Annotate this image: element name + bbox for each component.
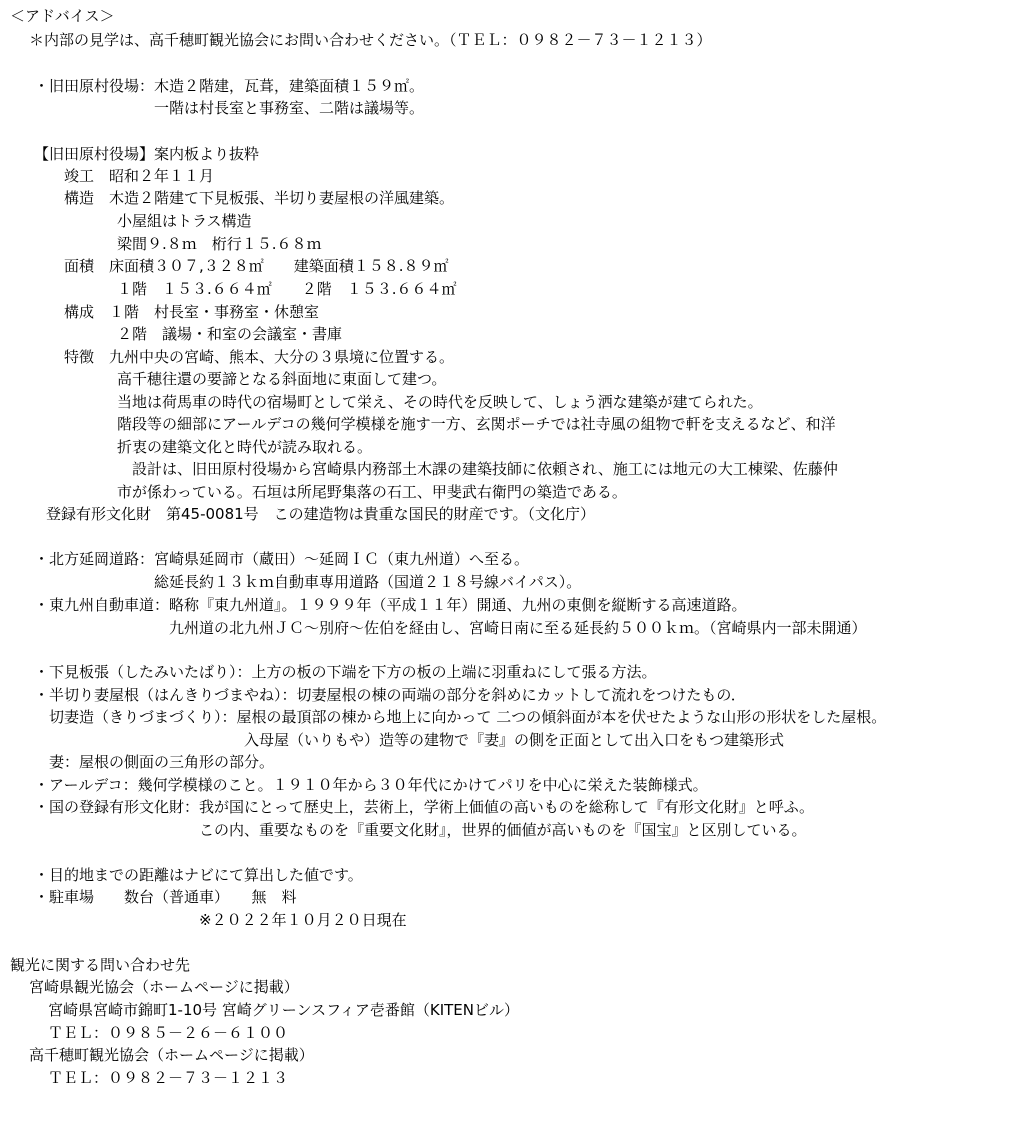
takachiho-tourism-tel: ＴＥＬ：０９８２－７３－１２１３ bbox=[48, 1069, 289, 1087]
bullet-higashi-kyushu-expressway: ・東九州自動車道：略称『東九州道』。１９９９年（平成１１年）開通、九州の東側を縦断する高速道路。 bbox=[34, 596, 747, 614]
bullet-registered-cultural-property-cont: この内、重要なものを『重要文化財』，世界的価値が高いものを『国宝』と区別している。 bbox=[34, 821, 807, 839]
bullet-distance-note: ・目的地までの距離はナビにて算出した値です。 bbox=[34, 866, 363, 884]
composition-line-1: 構成 １階 村長室・事務室・休憩室 bbox=[64, 303, 320, 321]
info-board-heading: 【旧田原村役場】案内板より抜粋 bbox=[34, 145, 260, 163]
tourism-inquiries-heading: 観光に関する問い合わせ先 bbox=[10, 956, 191, 974]
as-of-date: ※２０２２年１０月２０日現在 bbox=[34, 911, 407, 929]
features-line-3: 当地は荷馬車の時代の宿場町として栄え、その時代を反映して、しょう洒な建築が建てられた。 bbox=[117, 393, 763, 411]
miyazaki-tourism-association: 宮崎県観光協会（ホームページに掲載） bbox=[29, 978, 299, 996]
bullet-old-tabaru-office: ・旧田原村役場：木造２階建，瓦葺，建築面積１５９㎡。 bbox=[34, 77, 425, 95]
features-line-6: 設計は、旧田原村役場から宮崎県内務部土木課の建築技師に依頼され、施工には地元の大工棟梁、佐藤仲 bbox=[117, 460, 838, 478]
bullet-hankirizuma-yane: ・半切り妻屋根（はんきりづまやね）：切妻屋根の棟の両端の部分を斜めにカットして流れをつけたもの． bbox=[34, 686, 746, 704]
bullet-registered-cultural-property: ・国の登録有形文化財：我が国にとって歴史上，芸術上，学術上価値の高いものを総称して『有形文化財』と呼ふ。 bbox=[34, 798, 815, 816]
structure-line: 構造 木造２階建て下見板張、半切り妻屋根の洋風建築。 bbox=[64, 189, 455, 207]
bullet-parking: ・駐車場 数台（普通車） 無 料 bbox=[34, 888, 297, 906]
miyazaki-tourism-tel: ＴＥＬ：０９８５－２６－６１００ bbox=[48, 1024, 289, 1042]
takachiho-tourism-association: 高千穂町観光協会（ホームページに掲載） bbox=[29, 1046, 314, 1064]
tsuma-line: 妻：屋根の側面の三角形の部分。 bbox=[34, 753, 275, 771]
bullet-art-deco: ・アールデコ：幾何学模様のこと。１９１０年から３０年代にかけてパリを中心に栄えた装飾様式。 bbox=[34, 776, 708, 794]
registration-line: 登録有形文化財 第45-0081号 この建造物は貴重な国民的財産です。（文化庁） bbox=[46, 505, 595, 523]
features-line-5: 折衷の建築文化と時代が読み取れる。 bbox=[117, 438, 373, 456]
visit-inquiry-note: ＊内部の見学は、高千穂町観光協会にお問い合わせください。（ＴＥＬ：０９８２－７３－１２１３） bbox=[14, 31, 712, 49]
features-line-2: 高千穂往還の要諦となる斜面地に東面して建つ。 bbox=[117, 370, 447, 388]
bullet-higashi-kyushu-expressway-cont: 九州道の北九州ＪＣ～別府～佐伯を経由し、宮崎日南に至る延長約５００ｋｍ。（宮崎県内一部未開通） bbox=[34, 619, 867, 637]
features-line-1: 特徴 九州中央の宮崎、熊本、大分の３県境に位置する。 bbox=[64, 348, 455, 366]
features-line-4: 階段等の細部にアールデコの幾何学模様を施す一方、玄関ポーチでは社寺風の組物で軒を支えるなど、和洋 bbox=[117, 415, 836, 433]
kirizuma-zukuri-line: 切妻造（きりづまづくり）：屋根の最頂部の棟から地上に向かって 二つの傾斜面が本を伏せたような山形の形状をした屋根。 bbox=[34, 708, 887, 726]
bullet-kitakata-nobeoka-road-cont: 総延長約１３ｋｍ自動車専用道路（国道２１８号線バイパス）。 bbox=[34, 573, 582, 591]
bullet-shitamiitabari: ・下見板張（したみいたばり）：上方の板の下端を下方の板の上端に羽重ねにして張る方法。 bbox=[34, 663, 657, 681]
completion-line: 竣工 昭和２年１１月 bbox=[64, 167, 215, 185]
area-line: 面積 床面積３０７,３２８㎡ 建築面積１５８.８９㎡ bbox=[64, 257, 449, 275]
bullet-old-tabaru-office-cont: 一階は村長室と事務室、二階は議場等。 bbox=[34, 99, 425, 117]
features-line-7: 市が係わっている。石垣は所尾野集落の石工、甲斐武右衛門の築造である。 bbox=[117, 483, 627, 501]
miyazaki-tourism-address: 宮崎県宮崎市錦町1-10号 宮崎グリーンスフィア壱番館（KITENビル） bbox=[48, 1001, 519, 1019]
bullet-kitakata-nobeoka-road: ・北方延岡道路：宮崎県延岡市（蔵田）～延岡ＩＣ（東九州道）へ至る。 bbox=[34, 550, 530, 568]
kirizuma-zukuri-line-cont: 入母屋（いりもや）造等の建物で『妻』の側を正面として出入口をもつ建築形式 bbox=[34, 731, 785, 749]
area-floors-line: １階 １５３.６６４㎡ ２階 １５３.６６４㎡ bbox=[117, 280, 457, 298]
structure-truss-line: 小屋組はトラス構造 bbox=[117, 212, 252, 230]
structure-span-line: 梁間９.８ｍ 桁行１５.６８ｍ bbox=[117, 235, 322, 253]
advice-heading: ＜アドバイス＞ bbox=[10, 7, 115, 25]
composition-line-2: ２階 議場・和室の会議室・書庫 bbox=[117, 325, 343, 343]
